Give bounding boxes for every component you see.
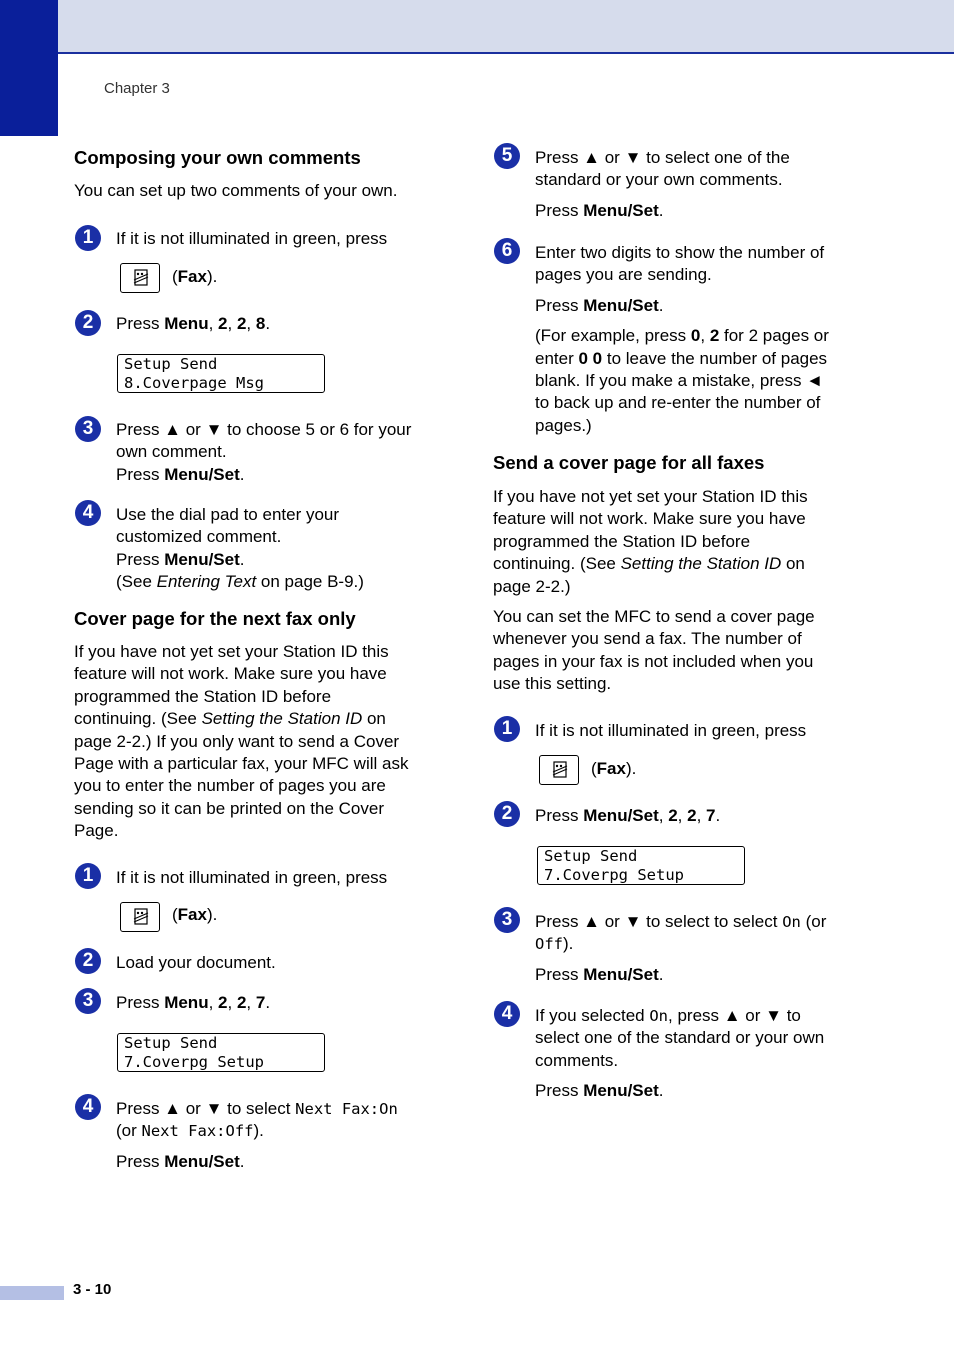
lcd-display: Setup Send 8.Coverpage Msg — [117, 354, 325, 393]
section-heading-composing: Composing your own comments — [74, 147, 361, 168]
fax-key-icon — [120, 263, 160, 293]
step-number-badge: 2 — [75, 948, 101, 974]
all-faxes-paragraph: If you have not yet set your Station ID this feature will not work. Make sure you have programmed the Station ID before continuing. (See Setting the Station ID on page 2-2.) You can set the MFC to send a cover page whenever you send a fax. The number of pages in your fax is not included when you use this setting. — [493, 487, 815, 694]
step-text: Press ▲ or ▼ to select to select On (or Off). Press Menu/Set. — [535, 912, 827, 984]
cover-next-paragraph: If you have not yet set your Station ID this feature will not work. Make sure you have programmed the Station ID before continuing. (See Setting the Station ID on page 2-2.) If you only want to send a Cover Page with a particular fax, your MFC will ask you to enter the number of pages you are sending so it can be printed on the Cover Page. — [74, 642, 409, 841]
step-number-badge: 3 — [494, 907, 520, 933]
step-text: Load your document. — [116, 953, 276, 972]
step-number-badge: 6 — [494, 238, 520, 264]
step-text: Use the dial pad to enter your customized comment. Press Menu/Set. (See Entering Text on page B-9.) — [116, 505, 364, 592]
step-text: Press ▲ or ▼ to select Next Fax:On (or Next Fax:Off). Press Menu/Set. — [116, 1099, 398, 1171]
header-band — [0, 0, 954, 54]
footer-bar — [0, 1286, 64, 1300]
step-text: Press Menu, 2, 2, 8. — [116, 314, 271, 333]
fax-key-label: (Fax). — [172, 267, 218, 286]
section-heading-cover-next: Cover page for the next fax only — [74, 608, 356, 629]
fax-key-label: (Fax). — [172, 905, 218, 924]
step-number-badge: 1 — [75, 225, 101, 251]
step-number-badge: 5 — [494, 143, 520, 169]
chapter-tab — [0, 0, 58, 136]
step-text: Enter two digits to show the number of pages you are sending. Press Menu/Set. (For example, press 0, 2 for 2 pages or enter 0 0 to leave the number of pages blank. If you make a mistake, press ◄ to back up and re-enter the number of pages.) — [535, 243, 829, 435]
chapter-label: Chapter 3 — [104, 80, 170, 97]
fax-key-icon — [120, 902, 160, 932]
step-number-badge: 1 — [75, 863, 101, 889]
step-number-badge: 2 — [494, 801, 520, 827]
step-number-badge: 4 — [75, 500, 101, 526]
step-number-badge: 1 — [494, 716, 520, 742]
step-text: If it is not illuminated in green, press — [116, 229, 388, 248]
step-number-badge: 2 — [75, 310, 101, 336]
step-text: Press Menu/Set, 2, 2, 7. — [535, 806, 721, 825]
fax-key-icon — [539, 755, 579, 785]
step-number-badge: 3 — [75, 988, 101, 1014]
lcd-display: Setup Send 7.Coverpg Setup — [537, 846, 745, 885]
step-text: Press ▲ or ▼ to select one of the standard or your own comments. Press Menu/Set. — [535, 148, 790, 220]
step-text: Press Menu, 2, 2, 7. — [116, 993, 271, 1012]
step-text: If it is not illuminated in green, press — [535, 721, 807, 740]
step-number-badge: 4 — [75, 1094, 101, 1120]
step-number-badge: 3 — [75, 416, 101, 442]
page-number: 3 - 10 — [73, 1281, 112, 1298]
step-text: If it is not illuminated in green, press — [116, 868, 388, 887]
section-heading-all-faxes: Send a cover page for all faxes — [493, 452, 765, 473]
fax-key-label: (Fax). — [591, 759, 637, 778]
step-text: Press ▲ or ▼ to choose 5 or 6 for your own comment. Press Menu/Set. — [116, 420, 412, 484]
lcd-display: Setup Send 7.Coverpg Setup — [117, 1033, 325, 1072]
composing-intro: You can set up two comments of your own. — [74, 181, 398, 200]
step-number-badge: 4 — [494, 1001, 520, 1027]
step-text: If you selected On, press ▲ or ▼ to select one of the standard or your own comments. Press Menu/Set. — [535, 1006, 825, 1101]
